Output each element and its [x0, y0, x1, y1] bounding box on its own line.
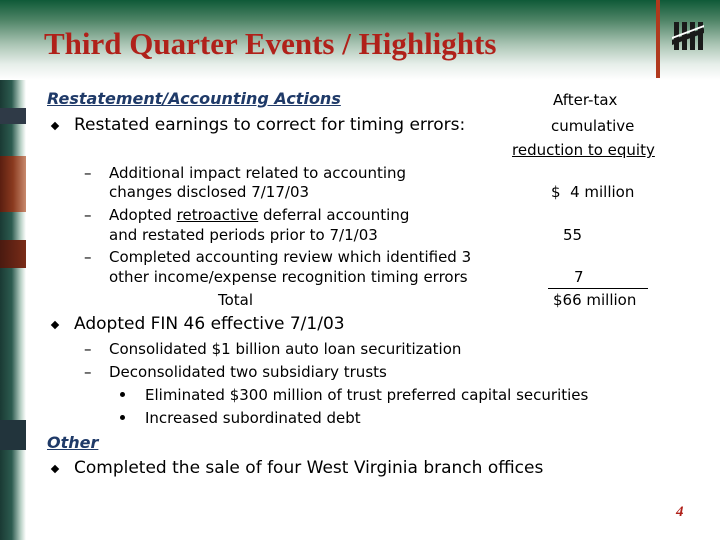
- item-1-line-2: changes disclosed 7/17/03: [109, 183, 310, 201]
- total-value: $66 million: [553, 291, 637, 309]
- column-header-line-1: After-tax: [553, 91, 618, 109]
- bullet-fin46: Adopted FIN 46 effective 7/1/03: [74, 314, 345, 334]
- fin46-item-2: Deconsolidated two subsidiary trusts: [109, 363, 387, 381]
- left-decorative-block: [0, 156, 26, 212]
- fin46-subitem-1: Eliminated $300 million of trust preferred capital securities: [145, 386, 589, 404]
- dash-bullet-icon: –: [84, 164, 92, 182]
- page-number: 4: [676, 504, 684, 520]
- left-decorative-strip: [0, 80, 26, 540]
- dash-bullet-icon: –: [84, 206, 92, 224]
- item-3-value: 7: [574, 268, 584, 286]
- bullet-branch-sale: Completed the sale of four West Virginia branch offices: [74, 458, 544, 478]
- left-decorative-block: [0, 240, 26, 268]
- item-3-line-1: Completed accounting review which identified 3: [109, 248, 472, 266]
- huntington-logo-icon: [668, 16, 708, 56]
- left-decorative-block: [0, 108, 26, 124]
- column-header-line-3: reduction to equity: [512, 141, 655, 159]
- underlined-word-retroactive: retroactive: [176, 206, 259, 224]
- item-2-value: 55: [563, 226, 583, 244]
- item-2-line-2: and restated periods prior to 7/1/03: [109, 226, 378, 244]
- item-2-line-1: Adopted retroactive deferral accounting: [109, 206, 410, 224]
- item-1-line-1: Additional impact related to accounting: [109, 164, 407, 182]
- dash-bullet-icon: –: [84, 363, 92, 381]
- bullet-restated-earnings: Restated earnings to correct for timing errors:: [74, 115, 466, 135]
- slide-title: Third Quarter Events / Highlights: [44, 26, 497, 61]
- section-heading-restatement: Restatement/Accounting Actions: [47, 89, 341, 108]
- total-underline-rule: [548, 288, 648, 289]
- fin46-subitem-2: Increased subordinated debt: [145, 409, 361, 427]
- column-header-line-2: cumulative: [551, 117, 635, 135]
- item-1-value: $ 4 million: [551, 183, 635, 201]
- dot-bullet-icon: [120, 392, 125, 397]
- fin46-item-1: Consolidated $1 billion auto loan securitization: [109, 340, 462, 358]
- title-divider-rule: [656, 0, 660, 78]
- bullet-diamond-icon: [51, 122, 59, 130]
- total-label: Total: [218, 291, 254, 309]
- bullet-diamond-icon: [51, 321, 59, 329]
- item-3-line-2: other income/expense recognition timing errors: [109, 268, 468, 286]
- bullet-diamond-icon: [51, 465, 59, 473]
- dash-bullet-icon: –: [84, 340, 92, 358]
- dash-bullet-icon: –: [84, 248, 92, 266]
- dot-bullet-icon: [120, 415, 125, 420]
- left-decorative-block: [0, 420, 26, 450]
- section-heading-other: Other: [47, 433, 99, 452]
